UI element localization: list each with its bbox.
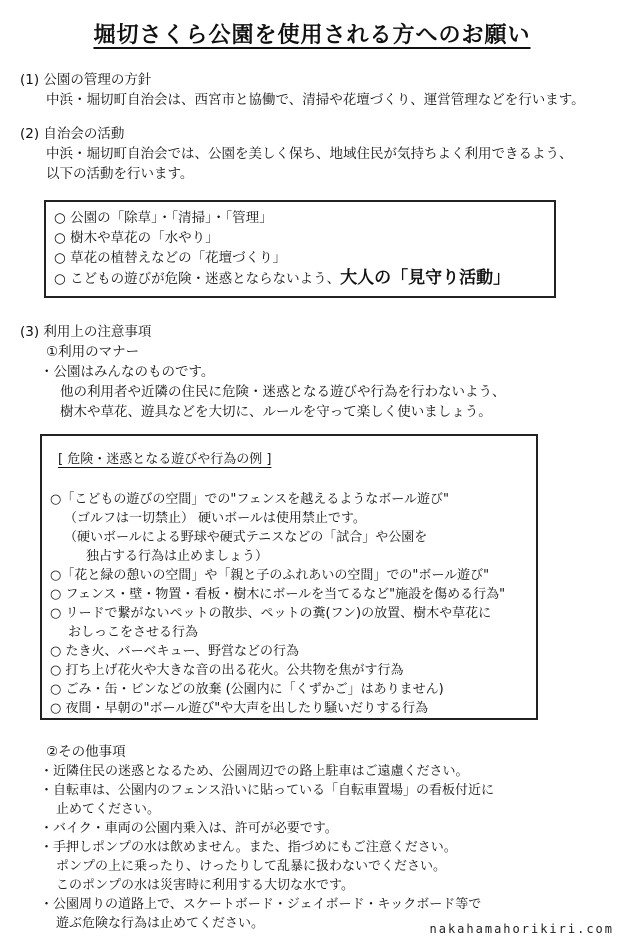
example-item: ○ フェンス・壁・物置・看板・樹木にボールを当てるなど"施設を傷める行為" <box>50 587 506 602</box>
example-item: （ゴルフは一切禁止） 硬いボールは使用禁止です。 <box>64 511 366 526</box>
examples-title: [ 危険・迷惑となる遊びや行為の例 ] <box>58 452 272 467</box>
example-item: ○「花と緑の憩いの空間」や「親と子のふれあいの空間」での"ボール遊び" <box>50 568 490 583</box>
other-line: ・自転車は、公園内のフェンス沿いに貼っている「自転車置場」の看板付近に <box>40 783 494 798</box>
section2-heading: (2) 自治会の活動 <box>20 126 125 142</box>
activity-item: ○ 草花の植替えなどの「花壇づくり」 <box>54 250 287 266</box>
example-item: ○ 打ち上げ花火や大きな音の出る花火。公共物を焦がす行為 <box>50 663 404 678</box>
activity-item-prefix: ○ こどもの遊びが危険・迷惑とならないよう、 <box>54 271 341 287</box>
other-line: ・公園周りの道路上で、スケートボード・ジェイボード・キックボード等で <box>40 897 482 912</box>
section1-heading: (1) 公園の管理の方針 <box>20 72 152 88</box>
site-url: nakahamahorikiri.com <box>429 922 614 936</box>
example-item: ○ リードで繋がないペットの散歩、ペットの糞(フン)の放置、樹木や草花に <box>50 606 492 621</box>
section2-body-line2: 以下の活動を行います。 <box>46 166 194 182</box>
manner-line: 樹木や草花、遊具などを大切に、ルールを守って楽しく使いましょう。 <box>60 404 492 420</box>
section3-heading: (3) 利用上の注意事項 <box>20 324 152 340</box>
page-title: 堀切さくら公園を使用される方へのお願い <box>93 23 531 48</box>
manners-subheading: ①利用のマナー <box>46 344 140 360</box>
example-item: ○ たき火、バーベキュー、野営などの行為 <box>50 644 299 659</box>
example-item: ○「こどもの遊びの空間」での"フェンスを越えるようなボール遊び" <box>50 492 450 507</box>
section1-body: 中浜・堀切町自治会は、西宮市と協働で、清掃や花壇づくり、運営管理などを行います。 <box>46 92 585 108</box>
manner-line: ・公園はみんなのものです。 <box>40 364 215 380</box>
example-item: （硬いボールによる野球や硬式テニスなどの「試合」や公園を <box>64 530 428 545</box>
example-item: おしっこをさせる行為 <box>68 625 199 640</box>
other-line: ・手押しポンプの水は飲めません。また、指づめにもご注意ください。 <box>40 840 457 855</box>
manner-line: 他の利用者や近隣の住民に危険・迷惑となる遊びや行為を行わないよう、 <box>60 384 506 400</box>
other-line: ・バイク・車両の公園内乗入は、許可が必要です。 <box>40 821 338 836</box>
other-subheading: ②その他事項 <box>46 744 126 760</box>
other-line: このポンプの水は災害時に利用する大切な水です。 <box>56 878 354 893</box>
example-item: ○ 夜間・早朝の"ボール遊び"や大声を出したり騒いだりする行為 <box>50 701 429 716</box>
other-line: ・近隣住民の迷惑となるため、公園周辺での路上駐車はご遠慮ください。 <box>40 764 469 779</box>
other-line: 止めてください。 <box>56 802 161 817</box>
section2-body-line1: 中浜・堀切町自治会では、公園を美しく保ち、地域住民が気持ちよく利用できるよう、 <box>46 146 573 162</box>
watch-activity-emphasis: 大人の「見守り活動」 <box>340 268 511 288</box>
example-item: ○ ごみ・缶・ビンなどの放棄 (公園内に「くずかご」はありません) <box>50 682 444 697</box>
activity-item: ○ 公園の「除草」・「清掃」・「管理」 <box>54 210 273 226</box>
example-item: 独占する行為は止めましょう） <box>86 549 269 564</box>
other-line: ポンプの上に乗ったり、けったりして乱暴に扱わないでください。 <box>56 859 447 874</box>
activity-item-watch <box>54 268 510 289</box>
activity-item: ○ 樹木や草花の「水やり」 <box>54 230 219 246</box>
other-line: 遊ぶ危険な行為は止めてください。 <box>56 916 265 931</box>
